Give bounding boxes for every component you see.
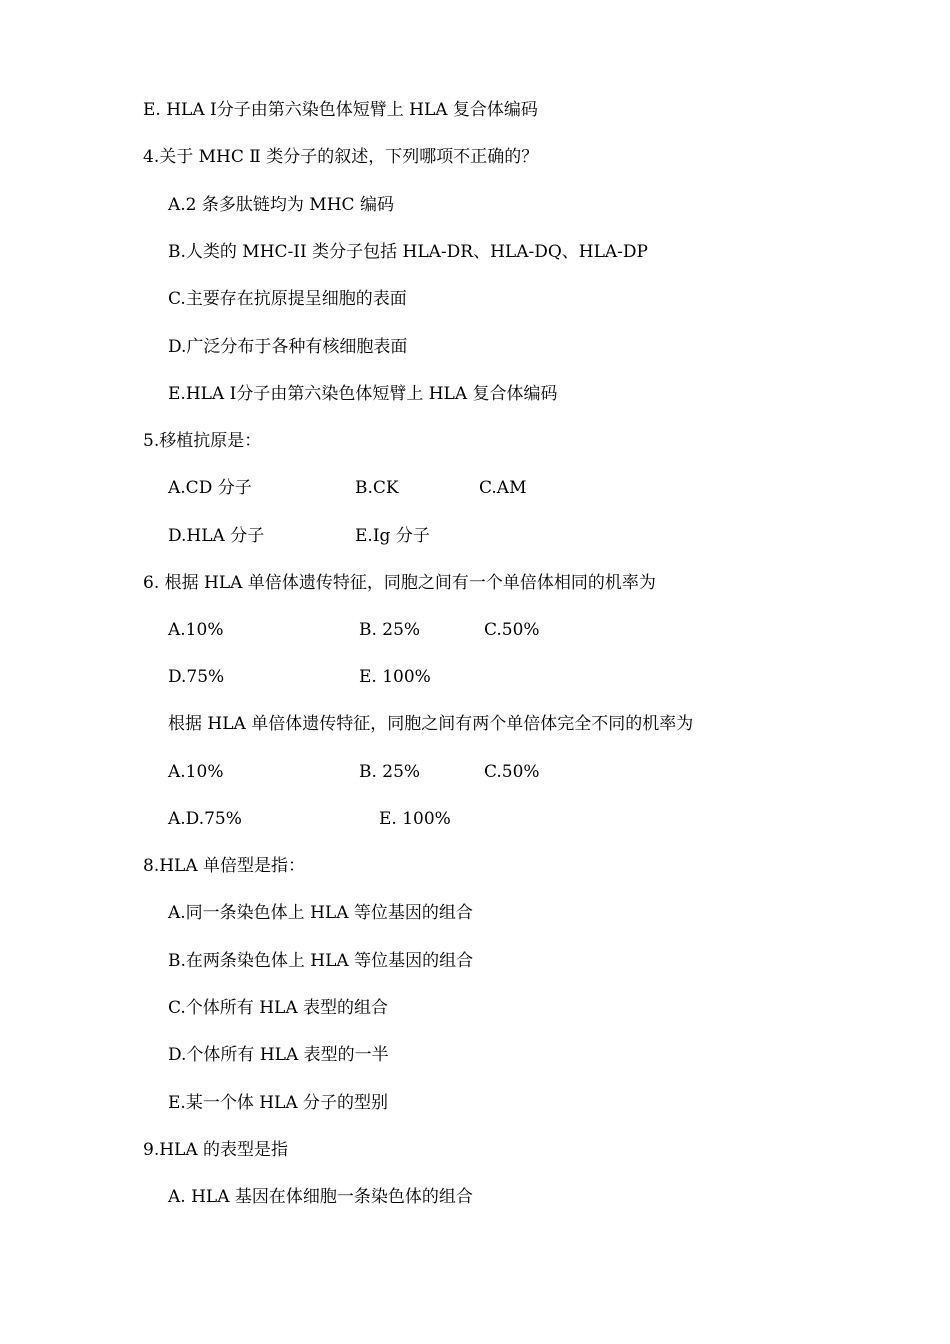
- q7-option-a: A.10%: [168, 762, 224, 782]
- q5-options-row-1: [168, 477, 868, 499]
- q7-options-row-1: [168, 761, 868, 783]
- q4-option-c: C.主要存在抗原提呈细胞的表面: [168, 289, 407, 309]
- q6-option-c: C.50%: [484, 620, 540, 640]
- question-4: 4.关于 MHC Ⅱ 类分子的叙述，下列哪项不正确的？: [143, 147, 539, 167]
- question-8: 8.HLA 单倍型是指：: [143, 856, 306, 876]
- q7-option-e: E. 100%: [379, 809, 451, 829]
- question-9: 9.HLA 的表型是指: [143, 1140, 289, 1160]
- q6-option-e: E. 100%: [359, 667, 431, 687]
- q8-option-e: E.某一个体 HLA 分子的型别: [168, 1093, 389, 1113]
- q5-option-a: A.CD 分子: [168, 478, 252, 498]
- q5-option-d: D.HLA 分子: [168, 526, 265, 546]
- q8-option-c: C.个体所有 HLA 表型的组合: [168, 998, 389, 1018]
- q8-option-a: A.同一条染色体上 HLA 等位基因的组合: [168, 903, 473, 923]
- q5-options-row-2: [168, 525, 868, 547]
- q4-option-e: E.HLA Ⅰ分子由第六染色体短臂上 HLA 复合体编码: [168, 384, 558, 404]
- q5-option-c: C.AM: [479, 478, 527, 498]
- q4-option-d: D.广泛分布于各种有核细胞表面: [168, 337, 408, 357]
- q5-option-e: E.Ig 分子: [355, 526, 430, 546]
- q7-option-c: C.50%: [484, 762, 540, 782]
- question-7: 根据 HLA 单倍体遗传特征，同胞之间有两个单倍体完全不同的机率为: [168, 714, 694, 734]
- q7-option-d: A.D.75%: [168, 809, 242, 829]
- q6-option-a: A.10%: [168, 620, 224, 640]
- q8-option-b: B.在两条染色体上 HLA 等位基因的组合: [168, 951, 474, 971]
- question-5: 5.移植抗原是：: [143, 431, 262, 451]
- q6-options-row-2: [168, 666, 868, 688]
- q6-option-b: B. 25%: [359, 620, 421, 640]
- q6-options-row-1: [168, 619, 868, 641]
- q6-option-d: D.75%: [168, 667, 225, 687]
- option-e-q3: E. HLA Ⅰ分子由第六染色体短臂上 HLA 复合体编码: [143, 100, 538, 120]
- q4-option-b: B.人类的 MHC-II 类分子包括 HLA-DR、HLA-DQ、HLA-DP: [168, 242, 648, 262]
- q8-option-d: D.个体所有 HLA 表型的一半: [168, 1045, 389, 1065]
- q7-options-row-2: [168, 808, 868, 830]
- question-6: 6. 根据 HLA 单倍体遗传特征，同胞之间有一个单倍体相同的机率为: [143, 573, 656, 593]
- q4-option-a: A.2 条多肽链均为 MHC 编码: [168, 195, 394, 215]
- q9-option-a: A. HLA 基因在体细胞一条染色体的组合: [168, 1187, 473, 1207]
- q7-option-b: B. 25%: [359, 762, 421, 782]
- q5-option-b: B.CK: [355, 478, 399, 498]
